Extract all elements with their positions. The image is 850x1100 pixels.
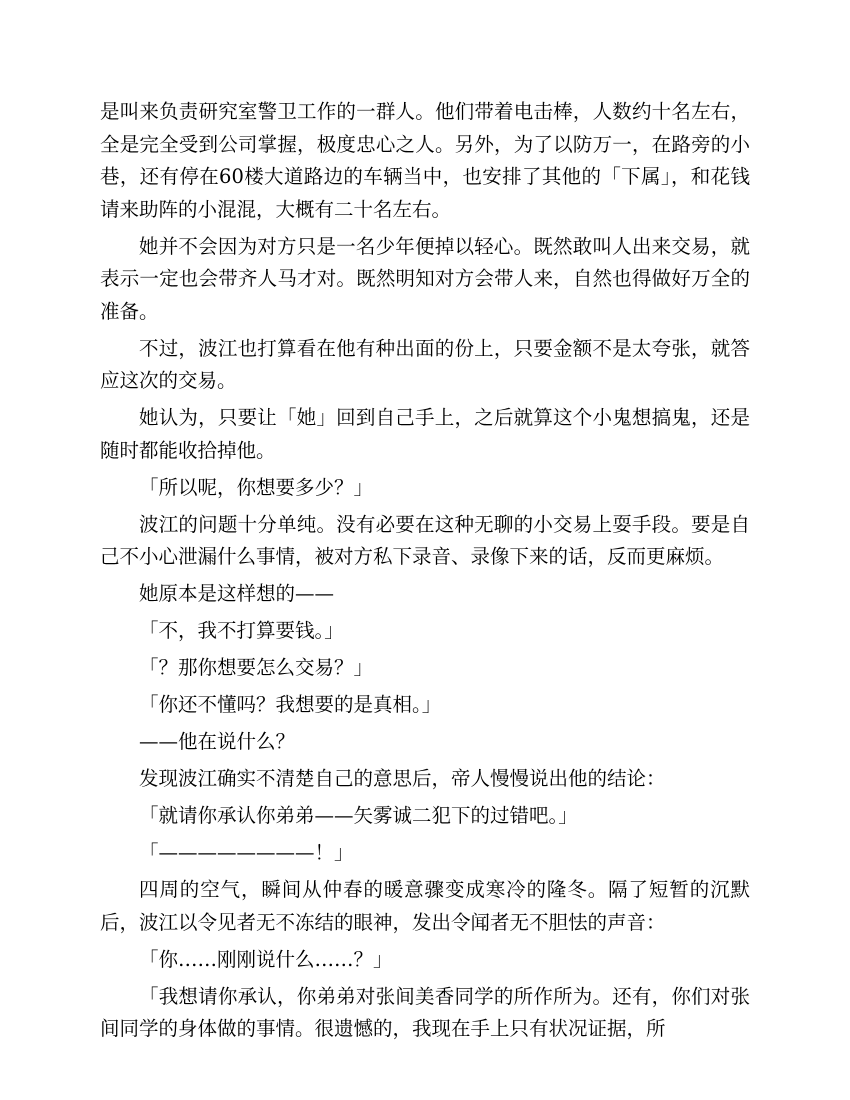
paragraph-2: 她并不会因为对方只是一名少年便掉以轻心。既然敢叫人出来交易，就表示一定也会带齐人马才对。既然明知对方会带人来，自然也得做好万全的准备。 <box>100 234 750 323</box>
dialogue-line: 「你还不懂吗？我想要的是真相。」 <box>139 693 442 716</box>
paragraph-11: ——他在说什么？ <box>139 730 296 753</box>
dialogue-line: 「不，我不打算要钱。」 <box>139 619 344 642</box>
paragraph-6: 波江的问题十分单纯。没有必要在这种无聊的小交易上耍手段。要是自己不小心泄漏什么事情，被对方私下录音、录像下来的话，反而更麻烦。 <box>100 512 750 568</box>
dialogue-line: 「就请你承认你弟弟——矢雾诚二犯下的过错吧。」 <box>139 804 578 827</box>
paragraph-3: 不过，波江也打算看在他有种出面的份上，只要金额不是太夸张，就答应这次的交易。 <box>100 336 750 392</box>
dialogue-line: 「我想请你承认，你弟弟对张间美香同学的所作所为。还有，你们对张间同学的身体做的事情。很遗憾的，我现在手上只有状况证据，所 <box>100 984 750 1040</box>
dialogue-line: 「————————！」 <box>139 841 354 864</box>
dialogue-line: 「？那你想要怎么交易？」 <box>139 656 374 679</box>
paragraph-15: 四周的空气，瞬间从仲春的暖意骤变成寒冷的隆冬。隔了短暂的沉默后，波江以令见者无不冻结的眼神，发出令闻者无不胆怯的声音： <box>100 878 750 934</box>
document-page <box>100 96 750 1050</box>
paragraph-12: 发现波江确实不清楚自己的意思后，帝人慢慢说出他的结论： <box>139 767 666 790</box>
dialogue-line: 「所以呢，你想要多少？」 <box>139 475 374 499</box>
paragraph-4: 她认为，只要让「她」回到自己手上，之后就算这个小鬼想搞鬼，还是随时都能收拾掉他。 <box>100 406 750 462</box>
paragraph-7: 她原本是这样想的—— <box>139 582 335 605</box>
paragraph-1: 是叫来负责研究室警卫工作的一群人。他们带着电击棒，人数约十名左右，全是完全受到公司掌握，极度忠心之人。另外，为了以防万一，在路旁的小巷，还有停在60楼大道路边的车辆当中，也安排了其他的「下属」，和花钱请来助阵的小混混，大概有二十名左右。 <box>100 100 750 221</box>
dialogue-line: 「你……刚刚说什么……？」 <box>139 947 393 971</box>
